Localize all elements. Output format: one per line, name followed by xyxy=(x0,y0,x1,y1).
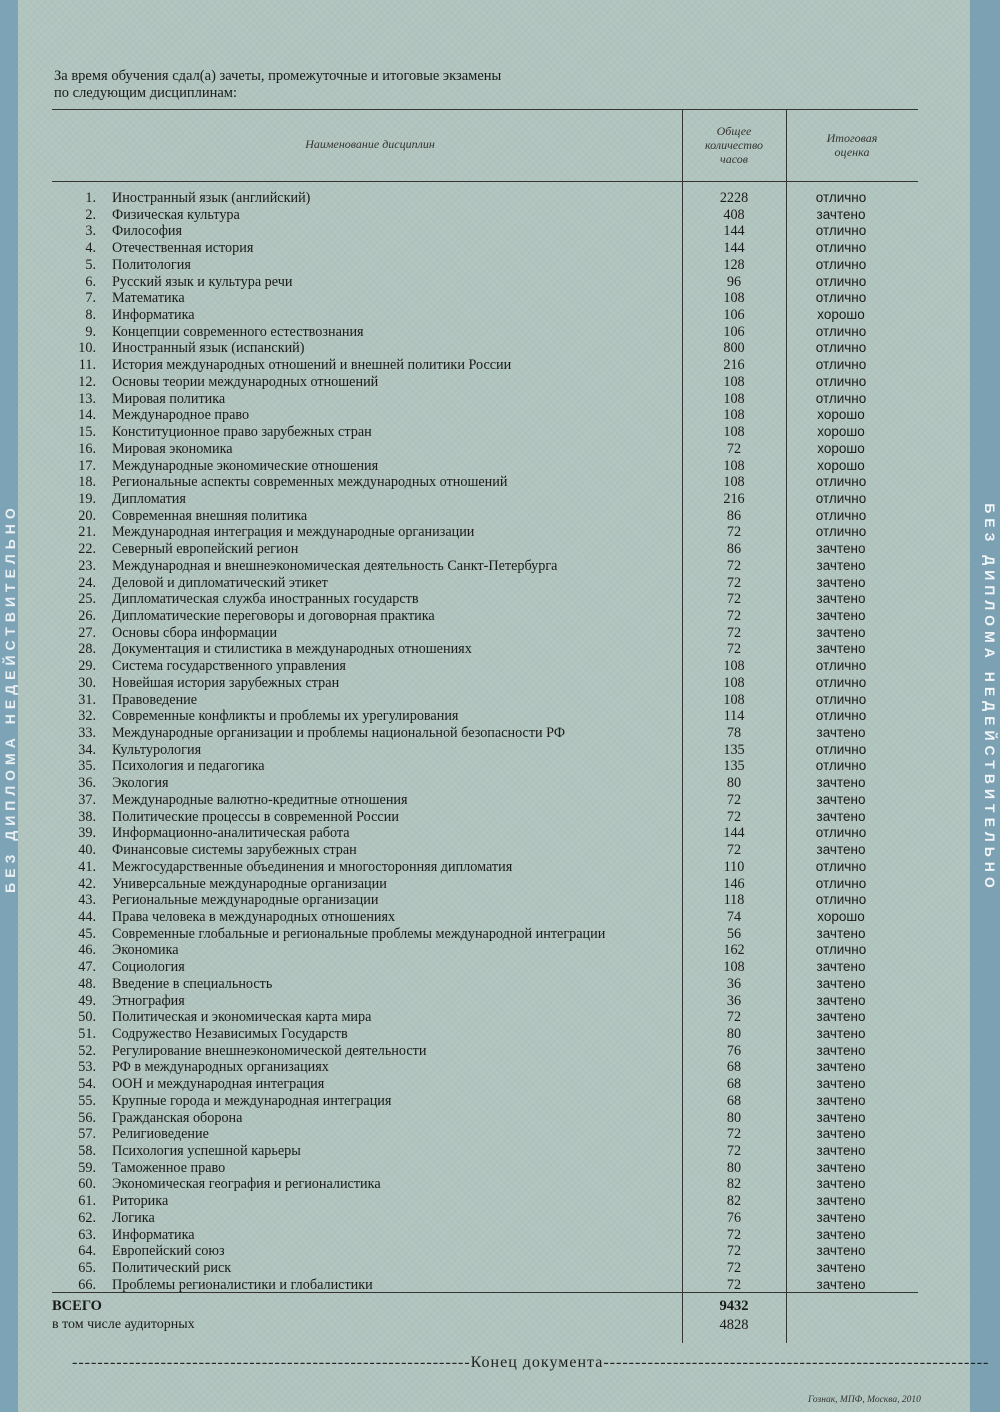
discipline-name: Русский язык и культура речи xyxy=(112,273,293,290)
hours-value: 110 xyxy=(723,858,745,875)
row-number: 34. xyxy=(78,741,96,758)
side-label-left: БЕЗ ДИПЛОМА НЕДЕЙСТВИТЕЛЬНО xyxy=(2,503,18,893)
row-number: 13. xyxy=(78,390,96,407)
grade-value: зачтено xyxy=(816,842,866,858)
row-number: 32. xyxy=(78,708,96,725)
hours-value: 2228 xyxy=(719,190,749,206)
grade-value: отлично xyxy=(815,390,867,406)
hours-value: 108 xyxy=(723,691,745,708)
grade-value: зачтено xyxy=(816,975,866,991)
row-number: 44. xyxy=(78,908,96,925)
discipline-name: Культурология xyxy=(112,741,202,758)
grade-value: отлично xyxy=(815,708,867,724)
discipline-name: Правоведение xyxy=(112,691,198,708)
row-number: 8. xyxy=(85,307,96,324)
discipline-name: Концепции современного естествознания xyxy=(112,323,364,340)
row-number: 5. xyxy=(85,256,96,273)
hours-value: 72 xyxy=(726,842,742,859)
row-number: 61. xyxy=(78,1193,96,1210)
hours-value: 56 xyxy=(726,925,742,942)
hours-value: 108 xyxy=(723,407,745,424)
hours-value: 68 xyxy=(726,1059,742,1076)
discipline-name: Современная внешняя политика xyxy=(112,507,308,524)
grade-value: зачтено xyxy=(816,808,866,824)
grade-value: зачтено xyxy=(816,641,866,657)
grade-value: отлично xyxy=(815,524,867,540)
hours-value: 144 xyxy=(723,223,745,240)
row-number: 58. xyxy=(78,1143,96,1160)
hours-value: 72 xyxy=(726,624,742,641)
header-bottom-rule xyxy=(52,181,918,182)
hours-value: 108 xyxy=(723,959,745,976)
grade-value: зачтено xyxy=(816,1209,866,1225)
hours-value: 80 xyxy=(726,1159,742,1176)
discipline-name: Политические процессы в современной России xyxy=(112,808,399,825)
discipline-name: Экономическая география и регионалистика xyxy=(112,1176,381,1193)
discipline-name: Конституционное право зарубежных стран xyxy=(112,424,372,441)
row-number: 28. xyxy=(78,641,96,658)
printer-footer: Гознак, МПФ, Москва, 2010 xyxy=(808,1395,921,1405)
row-number: 3. xyxy=(85,223,96,240)
grade-value: отлично xyxy=(815,256,867,272)
discipline-name: Иностранный язык (испанский) xyxy=(112,340,305,357)
discipline-name: Современные конфликты и проблемы их урегулирования xyxy=(112,708,459,725)
discipline-name: Права человека в международных отношениях xyxy=(112,908,396,925)
discipline-name: История международных отношений и внешней политики России xyxy=(112,357,512,374)
grade-value: хорошо xyxy=(817,407,865,423)
discipline-name: Региональные международные организации xyxy=(112,892,379,909)
row-number: 53. xyxy=(78,1059,96,1076)
hours-value: 72 xyxy=(726,808,742,825)
grade-value: зачтено xyxy=(816,1109,866,1125)
row-number: 10. xyxy=(78,340,96,357)
hours-value: 72 xyxy=(726,1276,742,1293)
discipline-name: Введение в специальность xyxy=(112,975,273,992)
row-number: 1. xyxy=(85,190,96,206)
row-number: 37. xyxy=(78,791,96,808)
intro-line-1: За время обучения сдал(а) зачеты, промежуточные и итоговые экзамены xyxy=(54,68,502,84)
hours-value: 72 xyxy=(726,1126,742,1143)
discipline-name: Международная и внешнеэкономическая деятельность Санкт-Петербурга xyxy=(112,557,558,574)
discipline-name: ООН и международная интеграция xyxy=(112,1076,325,1093)
row-number: 47. xyxy=(78,959,96,976)
row-number: 52. xyxy=(78,1042,96,1059)
discipline-name: Политология xyxy=(112,256,191,273)
grade-value: отлично xyxy=(815,825,867,841)
discipline-name: Этнография xyxy=(112,992,185,1009)
discipline-name: Содружество Независимых Государств xyxy=(112,1026,348,1042)
discipline-name: Политический риск xyxy=(112,1260,232,1277)
total-label: ВСЕГО xyxy=(52,1298,102,1314)
row-number: 50. xyxy=(78,1009,96,1026)
grade-value: зачтено xyxy=(816,1193,866,1209)
grade-value: зачтено xyxy=(816,1260,866,1276)
grade-value: отлично xyxy=(815,223,867,239)
row-number: 9. xyxy=(85,323,96,340)
row-number: 4. xyxy=(85,240,96,257)
discipline-name: Риторика xyxy=(112,1193,169,1210)
grade-value: зачтено xyxy=(816,1126,866,1142)
grade-value: зачтено xyxy=(816,1009,866,1025)
discipline-name: Политическая и экономическая карта мира xyxy=(112,1009,372,1026)
hours-value: 76 xyxy=(726,1209,742,1226)
row-number: 22. xyxy=(78,541,96,558)
grade-value: отлично xyxy=(815,758,867,774)
row-number: 36. xyxy=(78,775,96,792)
discipline-name: Математика xyxy=(112,290,185,307)
discipline-name: Международные организации и проблемы национальной безопасности РФ xyxy=(112,725,566,742)
row-number: 65. xyxy=(78,1260,96,1277)
discipline-name: Региональные аспекты современных международных отношений xyxy=(112,474,508,491)
discipline-name: Европейский союз xyxy=(112,1243,225,1260)
hours-value: 135 xyxy=(723,758,745,775)
row-number: 15. xyxy=(78,424,96,441)
discipline-name: Экология xyxy=(112,775,169,792)
hours-value: 68 xyxy=(726,1092,742,1109)
row-number: 33. xyxy=(78,725,96,742)
grade-value: зачтено xyxy=(816,541,866,557)
hours-value: 72 xyxy=(726,791,742,808)
hours-value: 72 xyxy=(726,1226,742,1243)
discipline-name: Информационно-аналитическая работа xyxy=(112,825,350,842)
row-number: 41. xyxy=(78,858,96,875)
row-number: 56. xyxy=(78,1109,96,1126)
row-number: 54. xyxy=(78,1076,96,1093)
hours-value: 106 xyxy=(723,307,745,324)
discipline-name: Таможенное право xyxy=(112,1159,226,1176)
row-number: 20. xyxy=(78,507,96,524)
row-number: 59. xyxy=(78,1159,96,1176)
discipline-name: Психология и педагогика xyxy=(112,758,265,775)
grade-value: зачтено xyxy=(816,1026,866,1041)
row-number: 60. xyxy=(78,1176,96,1193)
row-number: 51. xyxy=(78,1026,96,1042)
discipline-name: Основы теории международных отношений xyxy=(112,373,379,390)
row-number: 19. xyxy=(78,490,96,507)
row-number: 11. xyxy=(78,357,96,374)
row-number: 49. xyxy=(78,992,96,1009)
header-final-grade: Итоговая оценка xyxy=(826,131,878,159)
discipline-name: Философия xyxy=(112,223,183,240)
discipline-name: Основы сбора информации xyxy=(112,624,278,641)
discipline-name: Дипломатические переговоры и договорная практика xyxy=(112,608,435,624)
header-total-hours: Общее количество часов xyxy=(704,124,764,166)
hours-value: 80 xyxy=(726,775,742,792)
row-number: 38. xyxy=(78,808,96,825)
discipline-name: Дипломатия xyxy=(112,490,186,507)
discipline-name: Международные экономические отношения xyxy=(112,457,379,474)
row-number: 26. xyxy=(78,608,96,624)
discipline-name: Гражданская оборона xyxy=(112,1109,243,1126)
grade-value: зачтено xyxy=(816,1143,866,1159)
grade-value: зачтено xyxy=(816,608,866,623)
row-number: 17. xyxy=(78,457,96,474)
grade-value: отлично xyxy=(815,474,867,490)
grade-value: отлично xyxy=(815,323,867,339)
row-number: 42. xyxy=(78,875,96,892)
grade-value: отлично xyxy=(815,658,867,674)
grade-value: зачтено xyxy=(816,1243,866,1259)
row-number: 55. xyxy=(78,1092,96,1109)
discipline-name: Социология xyxy=(112,959,185,976)
discipline-name: Экономика xyxy=(112,942,179,959)
row-number: 21. xyxy=(78,524,96,541)
grade-value: отлично xyxy=(815,507,867,523)
grade-value: зачтено xyxy=(816,624,866,640)
discipline-name: Логика xyxy=(112,1209,155,1226)
grade-value: зачтено xyxy=(816,959,866,975)
discipline-name: Новейшая история зарубежных стран xyxy=(112,674,340,691)
hours-value: 72 xyxy=(726,1143,742,1160)
hours-value: 108 xyxy=(723,424,745,441)
hours-value: 216 xyxy=(723,490,745,507)
discipline-name: Крупные города и международная интеграция xyxy=(112,1092,392,1109)
hours-value: 144 xyxy=(723,825,745,842)
grade-value: зачтено xyxy=(816,206,866,222)
row-number: 35. xyxy=(78,758,96,775)
hours-value: 118 xyxy=(723,892,745,909)
hours-value: 76 xyxy=(726,1042,742,1059)
row-number: 23. xyxy=(78,557,96,574)
hours-value: 80 xyxy=(726,1026,742,1042)
grade-value: зачтено xyxy=(816,1276,866,1292)
hours-value: 72 xyxy=(726,440,742,457)
grade-value: отлично xyxy=(815,357,867,373)
discipline-name: Финансовые системы зарубежных стран xyxy=(112,842,357,859)
hours-value: 74 xyxy=(726,908,742,925)
row-number: 27. xyxy=(78,624,96,641)
hours-value: 108 xyxy=(723,290,745,307)
grade-value: отлично xyxy=(815,490,867,506)
grade-value: зачтено xyxy=(816,1159,866,1175)
hours-value: 162 xyxy=(723,942,745,959)
discipline-name: Информатика xyxy=(112,1226,195,1243)
discipline-name: Физическая культура xyxy=(112,206,240,223)
discipline-name: Психология успешной карьеры xyxy=(112,1143,301,1160)
discipline-name: Международные валютно-кредитные отношения xyxy=(112,791,408,808)
row-number: 7. xyxy=(85,290,96,307)
discipline-name: Мировая политика xyxy=(112,390,226,407)
discipline-name: Универсальные международные организации xyxy=(112,875,387,892)
hours-value: 108 xyxy=(723,373,745,390)
row-number: 6. xyxy=(85,273,96,290)
grade-value: зачтено xyxy=(816,775,866,791)
hours-value: 106 xyxy=(723,323,745,340)
hours-value: 72 xyxy=(726,608,742,624)
row-number: 14. xyxy=(78,407,96,424)
grade-value: зачтено xyxy=(816,925,866,941)
hours-value: 72 xyxy=(726,557,742,574)
row-number: 29. xyxy=(78,658,96,675)
hours-value: 72 xyxy=(726,1009,742,1026)
grade-value: отлично xyxy=(815,942,867,958)
intro-text xyxy=(54,68,501,102)
row-number: 46. xyxy=(78,942,96,959)
discipline-name: Документация и стилистика в международных отношениях xyxy=(112,641,472,658)
row-number: 57. xyxy=(78,1126,96,1143)
hours-value: 72 xyxy=(726,524,742,541)
grade-value: отлично xyxy=(815,340,867,356)
hours-value: 72 xyxy=(726,591,742,608)
row-number: 16. xyxy=(78,440,96,457)
row-number: 31. xyxy=(78,691,96,708)
grade-value: хорошо xyxy=(817,457,865,473)
row-number: 12. xyxy=(78,373,96,390)
table-top-rule xyxy=(52,109,918,110)
side-label-right: БЕЗ ДИПЛОМА НЕДЕЙСТВИТЕЛЬНО xyxy=(982,503,998,893)
discipline-name: РФ в международных организациях xyxy=(112,1059,329,1076)
discipline-name: Иностранный язык (английский) xyxy=(112,190,311,206)
grade-value: зачтено xyxy=(816,1042,866,1058)
grade-value: хорошо xyxy=(817,307,865,323)
auditory-hours: 4828 xyxy=(719,1317,749,1333)
hours-value: 68 xyxy=(726,1076,742,1093)
grade-value: зачтено xyxy=(816,591,866,607)
grade-value: зачтено xyxy=(816,1176,866,1192)
hours-value: 86 xyxy=(726,507,742,524)
hours-value: 800 xyxy=(723,340,745,357)
grade-value: зачтено xyxy=(816,1059,866,1075)
hours-value: 114 xyxy=(723,708,745,725)
row-number: 45. xyxy=(78,925,96,942)
hours-value: 96 xyxy=(726,273,742,290)
row-number: 39. xyxy=(78,825,96,842)
discipline-name: Международное право xyxy=(112,407,250,424)
grade-value: зачтено xyxy=(816,725,866,741)
header-discipline-name: Наименование дисциплин xyxy=(305,137,435,151)
grade-value: зачтено xyxy=(816,1226,866,1242)
grade-value: отлично xyxy=(815,892,867,908)
hours-value: 146 xyxy=(723,875,745,892)
discipline-name: Отечественная история xyxy=(112,240,254,257)
discipline-name: Межгосударственные объединения и многосторонняя дипломатия xyxy=(112,858,513,875)
hours-value: 108 xyxy=(723,658,745,675)
discipline-name: Дипломатическая служба иностранных государств xyxy=(112,591,419,608)
grade-value: хорошо xyxy=(817,440,865,456)
row-number: 64. xyxy=(78,1243,96,1260)
hours-value: 144 xyxy=(723,240,745,257)
hours-value: 72 xyxy=(726,1243,742,1260)
discipline-name: Регулирование внешнеэкономической деятельности xyxy=(112,1042,427,1059)
row-number: 62. xyxy=(78,1209,96,1226)
row-number: 63. xyxy=(78,1226,96,1243)
discipline-name: Религиоведение xyxy=(112,1126,209,1143)
grade-value: отлично xyxy=(815,674,867,690)
grade-value: отлично xyxy=(815,875,867,891)
row-number: 43. xyxy=(78,892,96,909)
discipline-name: Современные глобальные и региональные проблемы международной интеграции xyxy=(112,925,606,942)
discipline-name: Северный европейский регион xyxy=(112,541,299,558)
grade-value: отлично xyxy=(815,190,867,205)
grade-value: отлично xyxy=(815,858,867,874)
grade-value: хорошо xyxy=(817,908,865,924)
discipline-name: Проблемы регионалистики и глобалистики xyxy=(112,1276,373,1293)
grade-value: зачтено xyxy=(816,557,866,573)
row-number: 48. xyxy=(78,975,96,992)
grade-value: отлично xyxy=(815,691,867,707)
row-number: 66. xyxy=(78,1276,96,1293)
hours-value: 78 xyxy=(726,725,742,742)
hours-value: 80 xyxy=(726,1109,742,1126)
discipline-name: Система государственного управления xyxy=(112,658,346,675)
hours-value: 108 xyxy=(723,457,745,474)
row-number: 2. xyxy=(85,206,96,223)
intro-line-2: по следующим дисциплинам: xyxy=(54,85,237,101)
row-number: 30. xyxy=(78,674,96,691)
row-number: 40. xyxy=(78,842,96,859)
hours-value: 108 xyxy=(723,390,745,407)
grade-value: отлично xyxy=(815,290,867,306)
grade-value: зачтено xyxy=(816,574,866,590)
grade-value: зачтено xyxy=(816,1076,866,1092)
grade-value: зачтено xyxy=(816,992,866,1008)
grade-value: отлично xyxy=(815,741,867,757)
hours-value: 86 xyxy=(726,541,742,558)
total-hours: 9432 xyxy=(719,1298,749,1314)
grade-value: отлично xyxy=(815,373,867,389)
grade-value: зачтено xyxy=(816,791,866,807)
auditory-label: в том числе аудиторных xyxy=(52,1317,195,1332)
hours-value: 82 xyxy=(726,1193,742,1210)
hours-value: 108 xyxy=(723,474,745,491)
row-number: 25. xyxy=(78,591,96,608)
hours-value: 108 xyxy=(723,674,745,691)
grade-value: отлично xyxy=(815,273,867,289)
hours-value: 135 xyxy=(723,741,745,758)
hours-value: 82 xyxy=(726,1176,742,1193)
end-of-document: ---------------------------------------------------------------Конец документа------------------------------------------------------------- xyxy=(72,1354,990,1371)
hours-value: 128 xyxy=(723,256,745,273)
hours-value: 72 xyxy=(726,1260,742,1277)
discipline-name: Мировая экономика xyxy=(112,440,233,457)
hours-value: 408 xyxy=(723,206,745,223)
hours-value: 216 xyxy=(723,357,745,374)
row-number: 24. xyxy=(78,574,96,591)
discipline-name: Информатика xyxy=(112,307,195,324)
grade-value: хорошо xyxy=(817,424,865,440)
hours-value: 36 xyxy=(726,975,742,992)
discipline-name: Международная интеграция и международные организации xyxy=(112,524,475,541)
row-number: 18. xyxy=(78,474,96,491)
hours-value: 72 xyxy=(726,574,742,591)
hours-value: 36 xyxy=(726,992,742,1009)
discipline-name: Деловой и дипломатический этикет xyxy=(112,574,328,591)
grade-value: зачтено xyxy=(816,1092,866,1108)
hours-value: 72 xyxy=(726,641,742,658)
grade-value: отлично xyxy=(815,240,867,256)
